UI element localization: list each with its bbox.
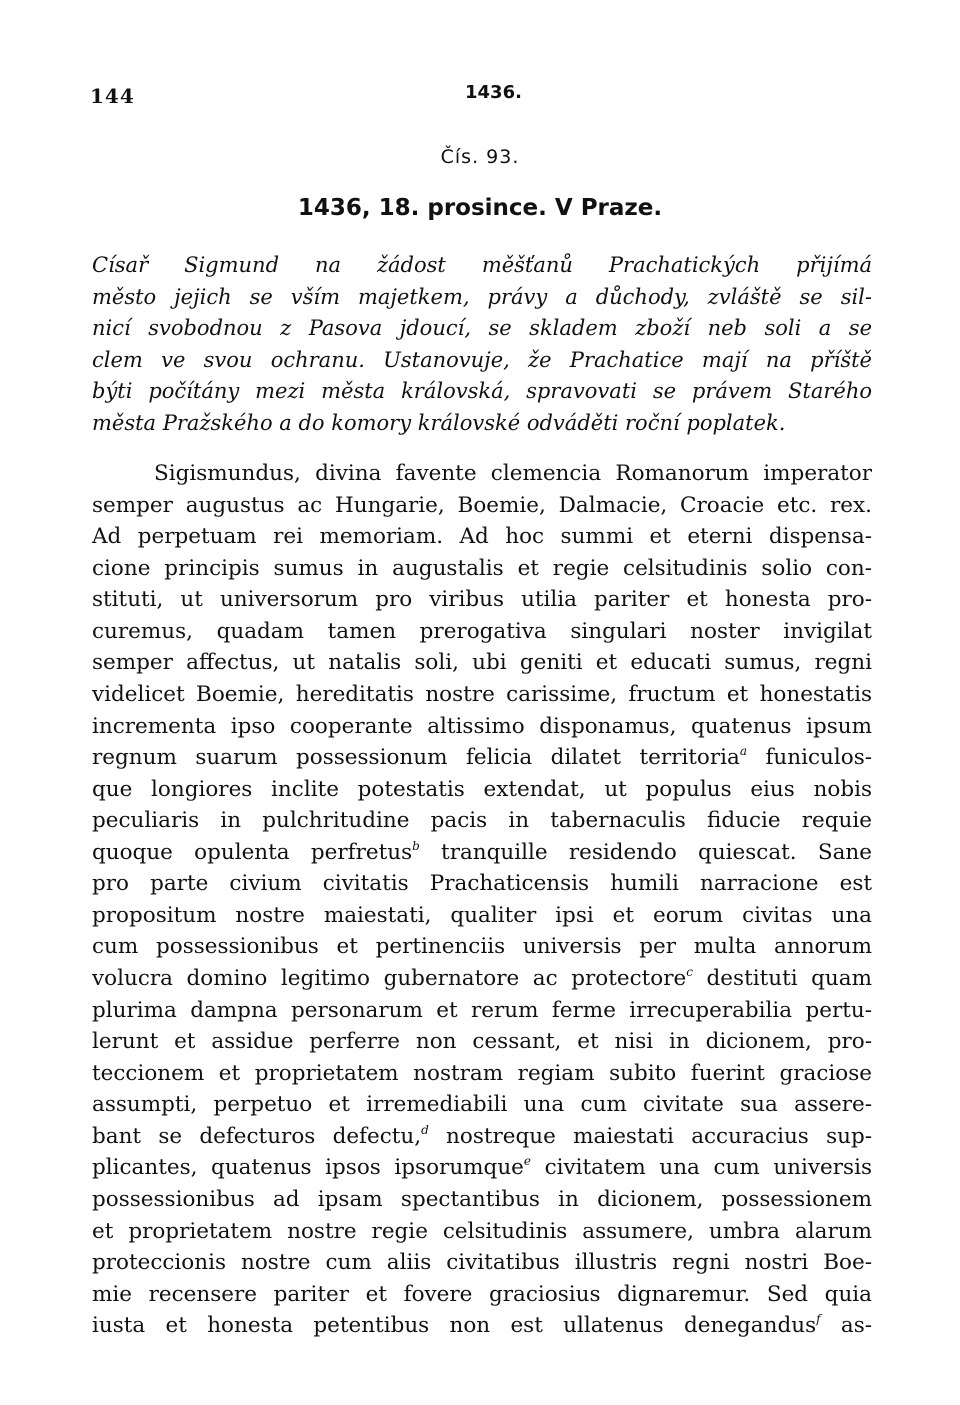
regest-line: město jejich se vším majetkem, právy a důchody, zvláště se sil- [92,284,872,309]
text-line [92,616,872,648]
line-text-continued: nostreque maiestati accuracius sup- [428,1123,873,1149]
text-line [92,931,872,963]
line-text: videlicet Boemie, hereditatis nostre carissime, fructum et honestatis [92,681,872,707]
text-line [92,837,872,869]
line-text: incrementa ipso cooperante altissimo disponamus, quatenus ipsum [92,713,872,739]
text-line [92,647,872,679]
text-line [92,1279,872,1311]
text-line [92,1089,872,1121]
footnote-marker: e [523,1154,531,1169]
text-line [92,1310,872,1342]
text-line [92,1152,872,1184]
line-text: semper affectus, ut natalis soli, ubi geniti et educati sumus, regni [92,650,872,676]
line-text-continued: tranquille residendo quiescat. Sane [419,839,873,865]
line-text: propositum nostre maiestati, qualiter ipsi et eorum civitas una [92,902,872,928]
line-text: plicantes, quatenus ipsos ipsorumque [92,1155,524,1181]
footnote-marker: b [412,838,420,853]
line-text: teccionem et proprietatem nostram regiam subito fuerint graciose [92,1060,872,1086]
line-text: curemus, quadam tamen prerogativa singulari noster invigilat [92,618,872,644]
line-text: stituti, ut universorum pro viribus utilia pariter et honesta pro- [92,587,872,613]
text-line [92,553,872,585]
document-date-place: 1436, 18. prosince. V Praze. [297,195,663,221]
regest-line: clem ve svou ochranu. Ustanovuje, že Prachatice mají na příště [92,347,872,372]
footnote-marker: d [421,1122,429,1137]
regest-line: býti počítány mezi města královská, spravovati se právem Starého [92,379,872,404]
line-text: assumpti, perpetuo et irremediabili una cum civitate sua assere- [92,1092,872,1118]
page-number: 144 [90,84,135,108]
line-text: que longiores inclite potestatis extendat, ut populus eius nobis [92,776,872,802]
line-text: Ad perpetuam rei memoriam. Ad hoc summi et eterni dispensa- [92,524,872,550]
text-line [92,774,872,806]
running-head: 1436. [465,82,522,103]
line-text: peculiaris in pulchritudine pacis in tabernaculis fiducie requie [92,808,872,834]
line-text: lerunt et assidue perferre non cessant, et nisi in dicionem, pro- [92,1029,872,1055]
text-line [92,742,872,774]
footnote-marker: a [739,744,747,759]
text-line [92,1247,872,1279]
text-line [92,711,872,743]
line-text: iusta et honesta petentibus non est ullatenus denegandus [92,1313,817,1339]
text-line [92,584,872,616]
text-line [92,1026,872,1058]
line-text-continued: destituti quam [692,966,872,991]
line-text: quoque opulenta perfretus [92,839,413,865]
line-text: pro parte civium civitatis Prachaticensis humili narracione est [92,871,872,897]
text-line [92,963,872,995]
text-line [92,679,872,711]
latin-charter-text [92,458,872,1342]
text-line [92,995,872,1027]
text-line [92,868,872,900]
footnote-marker: f [816,1312,821,1327]
text-line [92,1184,872,1216]
text-line [92,521,872,553]
text-line [92,1216,872,1248]
footnote-marker: c [686,965,693,979]
regest-line: města Pražského a do komory královské odváděti roční poplatek. [92,410,786,435]
line-text: cione principis sumus in augustalis et regie celsitudinis solio con- [92,555,872,581]
regest-summary [92,250,872,440]
regest-line: nicí svobodnou z Pasova jdoucí, se skladem zboží neb soli a se [92,316,872,341]
line-text-continued: as- [820,1313,872,1339]
line-text: mie recensere pariter et fovere graciosius dignaremur. Sed quia [92,1281,872,1307]
line-text: Sigismundus, divina favente clemencia Romanorum imperator [154,461,872,486]
line-text: plurima dampna personarum et rerum ferme irrecuperabilia pertu- [92,997,872,1023]
line-text-continued: funiculos- [746,745,872,771]
line-text: volucra domino legitimo gubernatore ac protectore [92,966,687,991]
line-text: possessionibus ad ipsam spectantibus in dicionem, possessionem [92,1186,872,1212]
line-text: bant se defecturos defectu, [92,1123,422,1149]
regest-line: Císař Sigmund na žádost měšťanů Prachatických přijímá [92,253,872,277]
line-text: regnum suarum possessionum felicia dilatet territoria [92,745,740,771]
text-line [92,1058,872,1090]
document-number: Čís. 93. [440,146,520,168]
text-line [92,490,872,522]
line-text: semper augustus ac Hungarie, Boemie, Dalmacie, Croacie etc. rex. [92,492,872,518]
line-text: proteccionis nostre cum aliis civitatibus illustris regni nostri Boe- [92,1250,872,1276]
line-text: et proprietatem nostre regie celsitudinis assumere, umbra alarum [92,1218,872,1244]
text-line [92,1121,872,1153]
line-text-continued: civitatem una cum universis [531,1155,872,1181]
text-line [92,900,872,932]
text-line [92,805,872,837]
text-line [92,458,872,490]
line-text: cum possessionibus et pertinenciis universis per multa annorum [92,934,872,960]
